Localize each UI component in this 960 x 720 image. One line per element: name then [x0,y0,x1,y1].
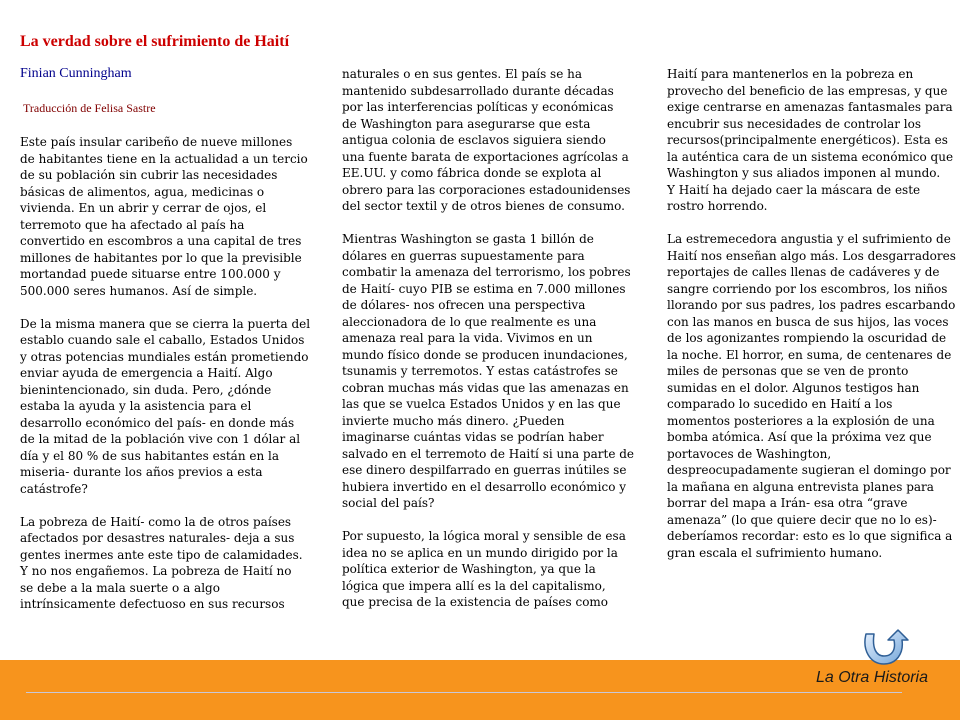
text-line: exige centrarse en amenazas fantasmales para [667,100,953,114]
paragraph-gap [342,215,634,232]
translator-credit: Traducción de Felisa Sastre [23,101,156,115]
text-line: de habitantes tiene en la actualidad a un tercio [20,151,308,166]
text-line: terremoto que ha afectado al país ha [20,217,245,232]
text-line: miles de personas que se ven de pronto [667,364,909,378]
text-line: hubiera invertido en el desarrollo económico y [342,479,627,494]
text-line: idea no se aplica en un mundo dirigido por la [342,545,618,560]
text-column-1 [20,134,310,613]
text-line: las que se vuelca Estados Unidos y en las que [342,397,621,411]
text-line: gran escala el sufrimiento humano. [667,545,883,560]
text-line: dólares en guerras supuestamente para [342,248,585,263]
text-line: de la mitad de la población vive con 1 dólar al [20,432,301,446]
return-arrow-icon[interactable] [860,628,912,668]
text-line: desarrollo económico del país- en donde más [20,415,295,430]
text-line: Y Haití ha dejado caer la máscara de este [667,182,921,197]
text-line: miseria- durante los años previos a esta [20,465,263,479]
text-line: sangre corriendo por los escombros, los niños [667,281,948,296]
text-line: despreocupadamente sugieran el domingo por [667,463,951,477]
text-line: amenaza real para la vida. Vivimos en un [342,331,593,345]
footer-divider [26,692,902,693]
footer-brand: La Otra Historia [815,669,928,686]
paragraph-gap [20,497,310,514]
text-line: la auténtica cara de un sistema económico que [667,149,954,164]
text-line: intrínsicamente defectuoso en sus recursos [20,597,285,611]
text-line: obrero para las corporaciones estadounidenses [342,182,631,197]
text-line: día y el 80 % de sus habitantes están en la [20,448,280,463]
text-line: imaginarse cuántas vidas se podrían haber [342,430,604,444]
paragraph-gap [667,215,956,232]
text-line: política exterior de Washington, ya que la [342,562,596,576]
text-line: llorando por sus padres, los padres escarbando [667,298,956,312]
text-line: La estremecedora angustia y el sufrimiento de [667,232,951,246]
text-line: naturales o en sus gentes. El país se ha [342,67,583,81]
text-line: Y no nos engañemos. La pobreza de Haití no [20,564,292,578]
text-line: EE.UU. y como fábrica donde se explota al [342,166,602,180]
text-line: ese dinero despilfarrado en guerras inútiles se [342,463,627,477]
text-line: comparado lo sucedido en Haití a los [667,397,893,411]
text-line: tsunamis y terremotos. Y estas catástrofes se [342,364,618,378]
text-line: establo cuando sale el caballo, Estados Unidos [20,333,305,347]
text-line: provecho del beneficio de las empresas, y que [667,83,948,98]
text-line: invierte mucho más dinero. ¿Pueden [342,413,565,428]
text-line: Haití para mantenerlos en la pobreza en [667,67,914,81]
text-line: Mientras Washington se gasta 1 billón de [342,232,594,246]
text-line: Por supuesto, la lógica moral y sensible de esa [342,529,626,543]
text-line: mortandad puede situarse entre 100.000 y [20,267,281,281]
text-line: salvado en el terremoto de Haití si una parte de [342,446,635,461]
text-line: mundo físico donde se producen inundaciones, [342,347,628,362]
text-line: rostro horrendo. [667,199,768,213]
text-line: Haití nos enseñan algo más. Los desgarradores [667,248,956,263]
text-line: recursos(principalmente energéticos). Esta es [667,133,948,147]
text-line: antigua colonia de esclavos siguiera siendo [342,133,606,147]
paragraph-gap [20,299,310,316]
text-line: y otras potencias mundiales están prometiendo [20,349,309,364]
text-line: Washington y sus aliados imponen al mundo. [667,166,941,180]
text-line: de los agonizantes rompiendo la oscuridad de [667,331,947,345]
text-line: con las manos en busca de sus hijos, las voces [667,314,949,329]
text-line: de dólares- nos ofrecen una perspectiva [342,298,586,312]
text-line: deberíamos recordar: esto es lo que significa a [667,529,953,543]
text-line: social del país? [342,496,435,510]
text-line: Este país insular caribeño de nueve millones [20,135,293,149]
text-line: encubrir sus necesidades de controlar los [667,116,922,131]
text-line: combatir la amenaza del terrorismo, los pobres [342,265,631,279]
text-line: por las interferencias políticas y económicas [342,100,614,114]
text-line: momentos posteriores a la explosión de una [667,413,935,428]
text-line: sumidas en el dolor. Algunos testigos han [667,380,920,395]
text-line: una fuente barata de exportaciones agrícolas a [342,149,629,164]
text-line: de Washington para asegurarse que esta [342,116,591,131]
text-line: millones de habitantes por lo que la previsible [20,250,302,265]
text-line: 500.000 seres humanos. Así de simple. [20,283,258,298]
text-column-2 [342,66,634,611]
text-line: de Haití- cuyo PIB se estima en 7.000 millones [342,281,626,296]
text-line: reportajes de calles llenas de cadáveres y de [667,265,940,279]
text-line: del sector textil y de otros bienes de consumo. [342,199,625,213]
text-line: La pobreza de Haití- como la de otros países [20,514,292,529]
text-line: enviar ayuda de emergencia a Haití. Algo [20,366,273,380]
article-title: La verdad sobre el sufrimiento de Haití [20,33,290,50]
text-line: gentes inermes ante este tipo de calamidades. [20,547,303,562]
text-line: aleccionadora de lo que realmente es una [342,314,597,329]
text-line: básicas de alimentos, agua, medicinas o [20,184,265,199]
text-line: borrar del mapa a Irán- esa otra “grave [667,496,908,510]
text-line: portavoces de Washington, [667,446,832,461]
text-line: mantenido subdesarrollado durante décadas [342,83,614,98]
paragraph-gap [342,512,634,529]
text-column-3 [667,66,956,561]
text-line: estaba la ayuda y la asistencia para el [20,399,252,413]
text-line: se debe a la mala suerte o a algo [20,580,220,595]
text-line: afectados por desastres naturales- deja a sus [20,531,295,545]
text-line: amenaza” (lo que quiere decir que no lo es)- [667,512,937,527]
text-line: bienintencionado, sin duda. Pero, ¿dónde [20,382,272,397]
text-line: lógica que impera allí es la del capitalismo, [342,578,606,593]
text-line: convertido en escombros a una capital de tres [20,234,302,248]
text-line: que precisa de la existencia de países como [342,595,609,609]
text-line: De la misma manera que se cierra la puerta del [20,316,311,331]
text-line: cobran muchas más vidas que las amenazas en [342,380,629,395]
text-line: la noche. El horror, en suma, de centenares de [667,347,952,362]
text-line: vivienda. En un abrir y cerrar de ojos, el [20,201,267,215]
text-line: bomba atómica. Así que la próxima vez que [667,430,932,444]
text-line: la mañana en alguna entrevista planes para [667,479,934,494]
author-name: Finian Cunningham [20,66,132,81]
text-line: catástrofe? [20,481,88,496]
text-line: de su población sin cubrir las necesidades [20,168,278,182]
